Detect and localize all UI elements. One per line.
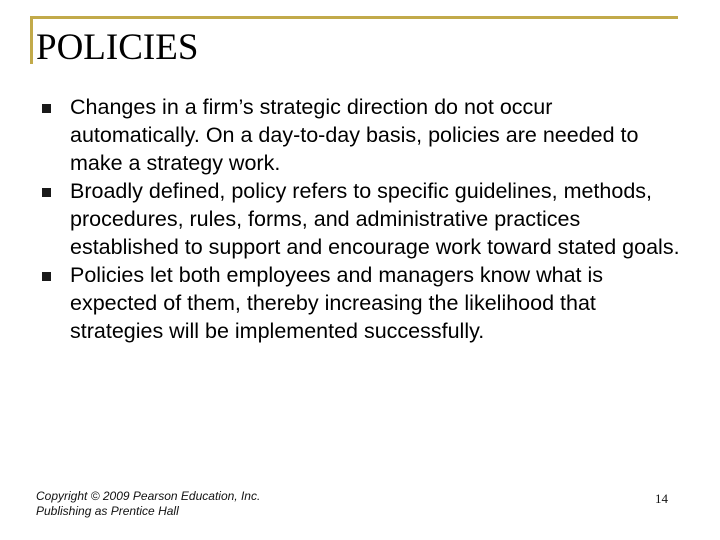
bullet-list (42, 93, 682, 345)
square-bullet-icon (42, 104, 51, 113)
copyright-line: Copyright © 2009 Pearson Education, Inc. (36, 489, 261, 503)
page-number: 14 (655, 491, 668, 506)
bullet-item (42, 177, 682, 261)
bullet-text: Policies let both employees and managers know what is expected of them, thereby increasing the likelihood that strategies will be implemented successfully. (70, 263, 604, 343)
bullet-item (42, 261, 682, 345)
bullet-text: Broadly defined, policy refers to specific guidelines, methods, procedures, rules, forms, and administrative practices established to support and encourage work toward stated goals. (70, 179, 680, 259)
square-bullet-icon (42, 188, 51, 197)
bullet-item (42, 93, 682, 177)
title-frame-top-rule (30, 16, 678, 19)
square-bullet-icon (42, 272, 51, 281)
title-frame-left-rule (30, 16, 33, 64)
slide-title: POLICIES (36, 27, 199, 68)
copyright-footer (36, 489, 260, 519)
publisher-line: Publishing as Prentice Hall (36, 504, 179, 518)
bullet-text: Changes in a firm’s strategic direction do not occur automatically. On a day-to-day basis, policies are needed to make a strategy work. (70, 95, 639, 175)
